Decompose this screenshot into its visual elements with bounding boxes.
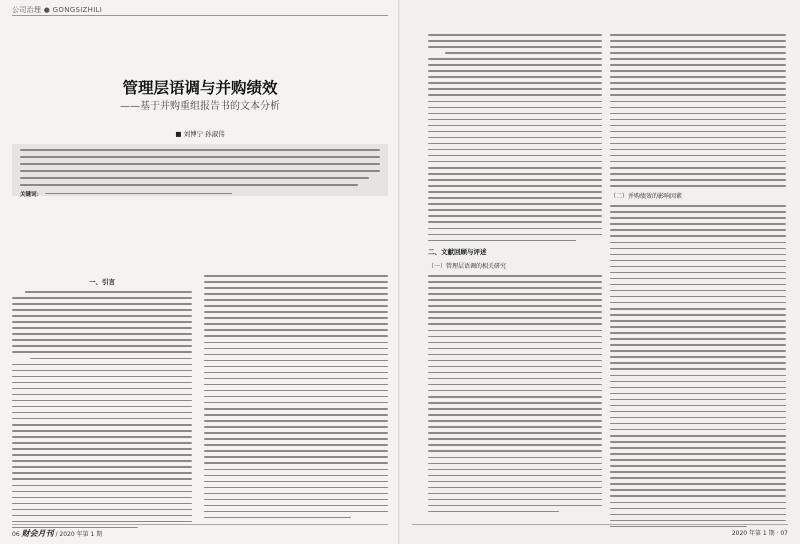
article-title: 管理层语调与并购绩效: [122, 79, 278, 97]
footer-rule-right: [412, 524, 788, 525]
section-heading-intro: 一、引言: [89, 278, 115, 286]
article-subtitle: ——基于并购重组报告书的文本分析: [120, 101, 280, 112]
issue-left: / 2020 年第 1 期: [55, 531, 103, 538]
page-number-right: 07: [780, 530, 788, 537]
subsection-ma-performance: （二）并购绩效的影响因素: [610, 193, 683, 201]
issue-right: 2020 年第 1 期 ·: [731, 530, 779, 537]
running-header: 公司治理 ● GONGSIZHILI: [12, 6, 103, 14]
footer-left: [12, 528, 102, 539]
right-page: [400, 0, 800, 544]
left-column-1: [12, 275, 192, 533]
abstract-text: [20, 149, 380, 198]
footer-right: [732, 528, 788, 537]
left-column-2: [204, 275, 388, 523]
magazine-name: 财会月刊: [21, 529, 54, 538]
section-heading-literature: 二、文献回顾与评述: [428, 248, 487, 257]
header-rule: [12, 15, 388, 16]
keywords-label: 关键词：: [20, 191, 43, 198]
right-column-2: [610, 34, 786, 532]
article-authors: ■ 刘博宁 孙淑伟: [175, 130, 225, 138]
subsection-tone: （一）管理层语调的相关研究: [428, 263, 507, 271]
footer-rule-left: [12, 524, 388, 525]
page-number-left: 06: [12, 531, 20, 538]
right-column-1: [428, 34, 602, 517]
